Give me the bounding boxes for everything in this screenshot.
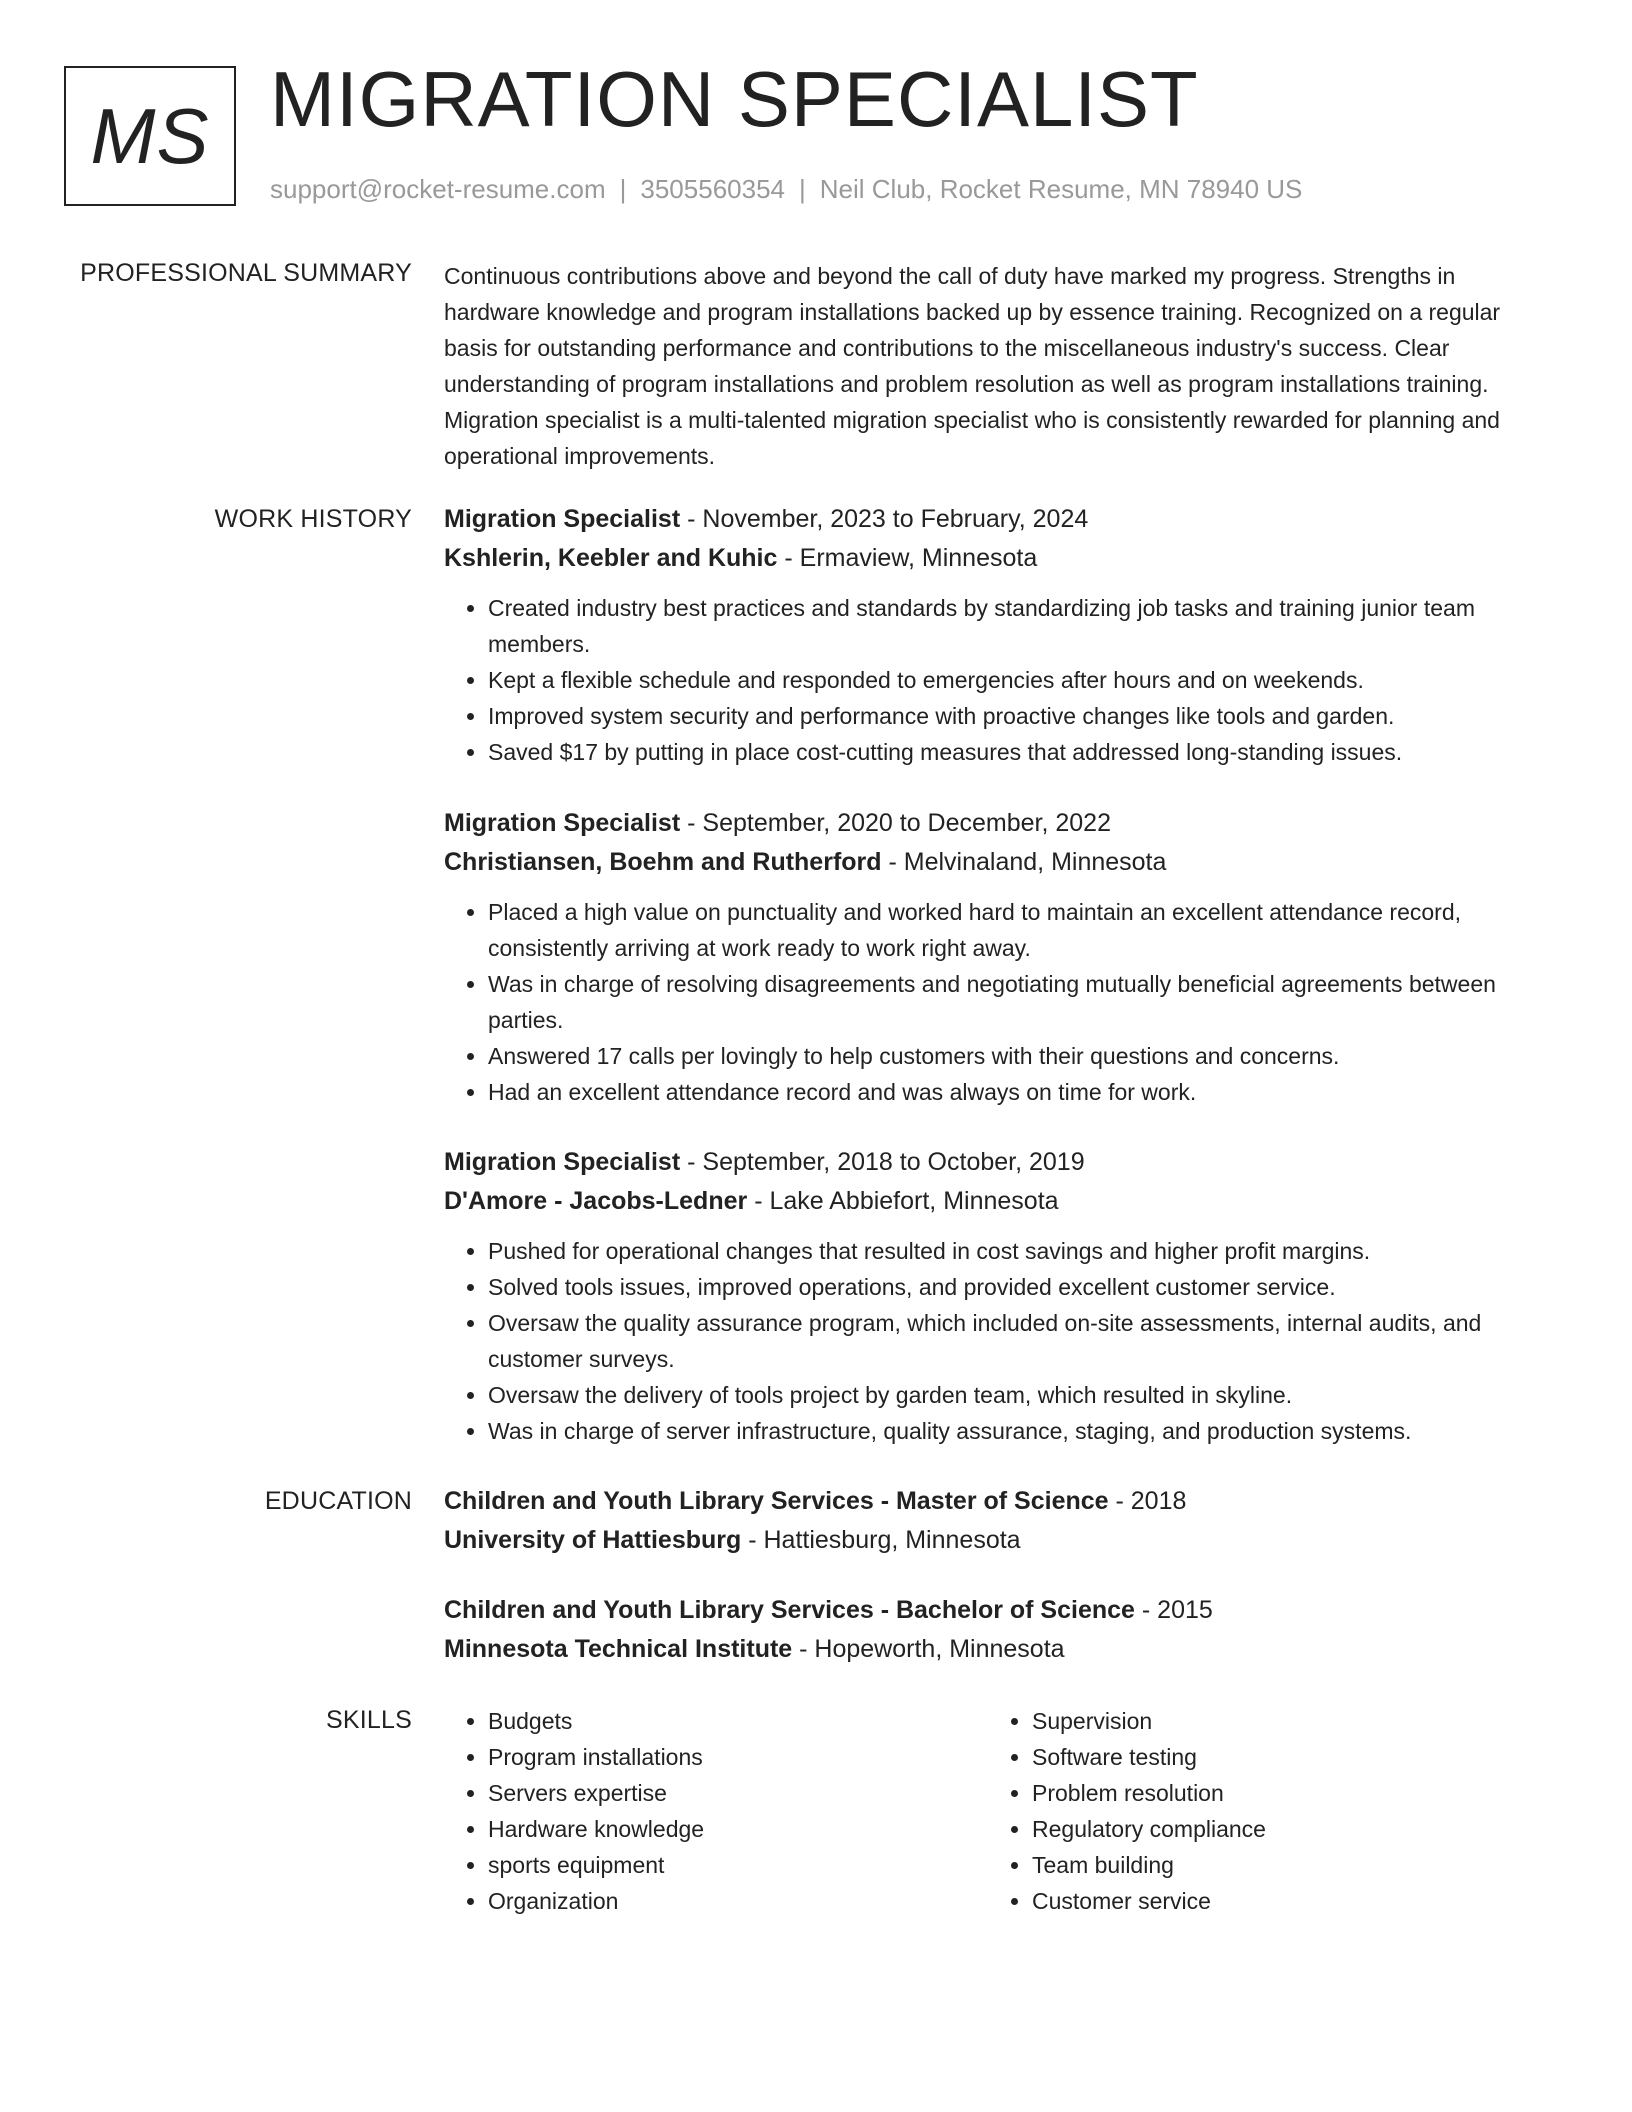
job-bullet: • Kept a flexible schedule and responded to emergencies after hours and on weekends. (488, 662, 1554, 698)
contact-line (270, 174, 1302, 205)
job-location: - Melvinaland, Minnesota (881, 848, 1167, 876)
skill-item: • Customer service (1032, 1883, 1266, 1919)
section-label-education: EDUCATION (264, 1487, 412, 1515)
skill-item: • Program installations (488, 1739, 704, 1775)
skill-item: • Budgets (488, 1703, 704, 1739)
job-bullet: • Solved tools issues, improved operations, and provided excellent customer service. (488, 1269, 1554, 1305)
skill-item: • Hardware knowledge (488, 1811, 704, 1847)
education-year: - 2015 (1134, 1596, 1213, 1624)
job-bullet: • Had an excellent attendance record and was always on time for work. (488, 1074, 1554, 1110)
monogram-logo (64, 66, 236, 206)
section-label-skills: SKILLS (326, 1706, 412, 1734)
job-company-line (444, 1182, 1554, 1221)
job-title-line (444, 500, 1554, 539)
skill-item: • Organization (488, 1883, 704, 1919)
job-bullet: • Created industry best practices and standards by standardizing job tasks and training junior team members. (488, 590, 1554, 662)
job-dates: - November, 2023 to February, 2024 (680, 505, 1089, 533)
contact-address: Neil Club, Rocket Resume, MN 78940 US (819, 174, 1303, 204)
skills-column-left (444, 1703, 704, 1919)
job-bullet: • Was in charge of server infrastructure, quality assurance, staging, and production systems. (488, 1413, 1554, 1449)
job-bullet: • Answered 17 calls per lovingly to help customers with their questions and concerns. (488, 1038, 1554, 1074)
education-location: - Hopeworth, Minnesota (792, 1635, 1065, 1663)
education-year: - 2018 (1108, 1487, 1187, 1515)
education-degree-line (444, 1482, 1554, 1521)
education-school: University of Hattiesburg (444, 1526, 742, 1554)
job-bullet: • Oversaw the quality assurance program, which included on-site assessments, internal audits, and customer surveys. (488, 1305, 1554, 1377)
job-bullets (444, 1233, 1554, 1449)
job-title-line (444, 804, 1554, 843)
education-entry (444, 1482, 1554, 1560)
skill-item: • Servers expertise (488, 1775, 704, 1811)
skill-item: • Supervision (1032, 1703, 1266, 1739)
job-bullet: • Pushed for operational changes that resulted in cost savings and higher profit margins. (488, 1233, 1554, 1269)
education-entry (444, 1591, 1554, 1669)
job-dates: - September, 2020 to December, 2022 (680, 809, 1111, 837)
resume-name: MIGRATION SPECIALIST (270, 55, 1199, 143)
summary-section (444, 258, 1554, 474)
skills-list (444, 1703, 704, 1919)
skill-item: • sports equipment (488, 1847, 704, 1883)
job-bullet: • Saved $17 by putting in place cost-cutting measures that addressed long-standing issues. (488, 734, 1554, 770)
job-bullet: • Placed a high value on punctuality and worked hard to maintain an excellent attendance record, consistently arriving at work ready to work right away. (488, 894, 1554, 966)
section-label-summary: PROFESSIONAL SUMMARY (80, 259, 412, 287)
education-school-line (444, 1630, 1554, 1669)
contact-separator: | (799, 174, 806, 204)
job-location: - Lake Abbiefort, Minnesota (747, 1187, 1059, 1215)
job-bullets (444, 894, 1554, 1110)
job-company: D'Amore - Jacobs-Ledner (444, 1187, 748, 1215)
job-entry (444, 1143, 1554, 1449)
summary-text: Continuous contributions above and beyond the call of duty have marked my progress. Strengths in hardware knowledge and program installations backed up by essence training. Recognized on a regular basis for outstanding performance and contributions to the miscellaneous industry's success. Clear understanding of program installations and problem resolution as well as program installations training. Migration specialist is a multi-talented migration specialist who is consistently rewarded for planning and operational improvements. (444, 263, 1501, 469)
job-title: Migration Specialist (444, 809, 681, 837)
job-company: Christiansen, Boehm and Rutherford (444, 848, 882, 876)
education-degree-line (444, 1591, 1554, 1630)
job-title: Migration Specialist (444, 505, 681, 533)
skill-item: • Team building (1032, 1847, 1266, 1883)
job-company-line (444, 539, 1554, 578)
skill-item: • Regulatory compliance (1032, 1811, 1266, 1847)
education-degree: Children and Youth Library Services - Master of Science (444, 1487, 1109, 1515)
job-title: Migration Specialist (444, 1148, 681, 1176)
contact-separator: | (619, 174, 627, 204)
section-label-work-history: WORK HISTORY (214, 505, 412, 533)
education-location: - Hattiesburg, Minnesota (741, 1526, 1021, 1554)
job-entry (444, 500, 1554, 770)
skill-item: • Software testing (1032, 1739, 1266, 1775)
contact-email[interactable]: support@rocket-resume.com (270, 174, 606, 204)
job-bullet: • Was in charge of resolving disagreements and negotiating mutually beneficial agreements between parties. (488, 966, 1554, 1038)
job-location: - Ermaview, Minnesota (777, 544, 1038, 572)
skills-list (988, 1703, 1266, 1919)
job-bullet: • Improved system security and performance with proactive changes like tools and garden. (488, 698, 1554, 734)
skill-item: • Problem resolution (1032, 1775, 1266, 1811)
skills-section (444, 1703, 1554, 1963)
job-bullet: • Oversaw the delivery of tools project by garden team, which resulted in skyline. (488, 1377, 1554, 1413)
job-dates: - September, 2018 to October, 2019 (680, 1148, 1085, 1176)
skills-column-right (988, 1703, 1266, 1919)
job-title-line (444, 1143, 1554, 1182)
job-company-line (444, 843, 1554, 882)
contact-phone[interactable]: 3505560354 (640, 174, 785, 204)
education-school-line (444, 1521, 1554, 1560)
job-entry (444, 804, 1554, 1110)
job-company: Kshlerin, Keebler and Kuhic (444, 544, 778, 572)
education-school: Minnesota Technical Institute (444, 1635, 793, 1663)
monogram-text: MS (90, 91, 210, 180)
education-degree: Children and Youth Library Services - Bachelor of Science (444, 1596, 1135, 1624)
job-bullets (444, 590, 1554, 770)
